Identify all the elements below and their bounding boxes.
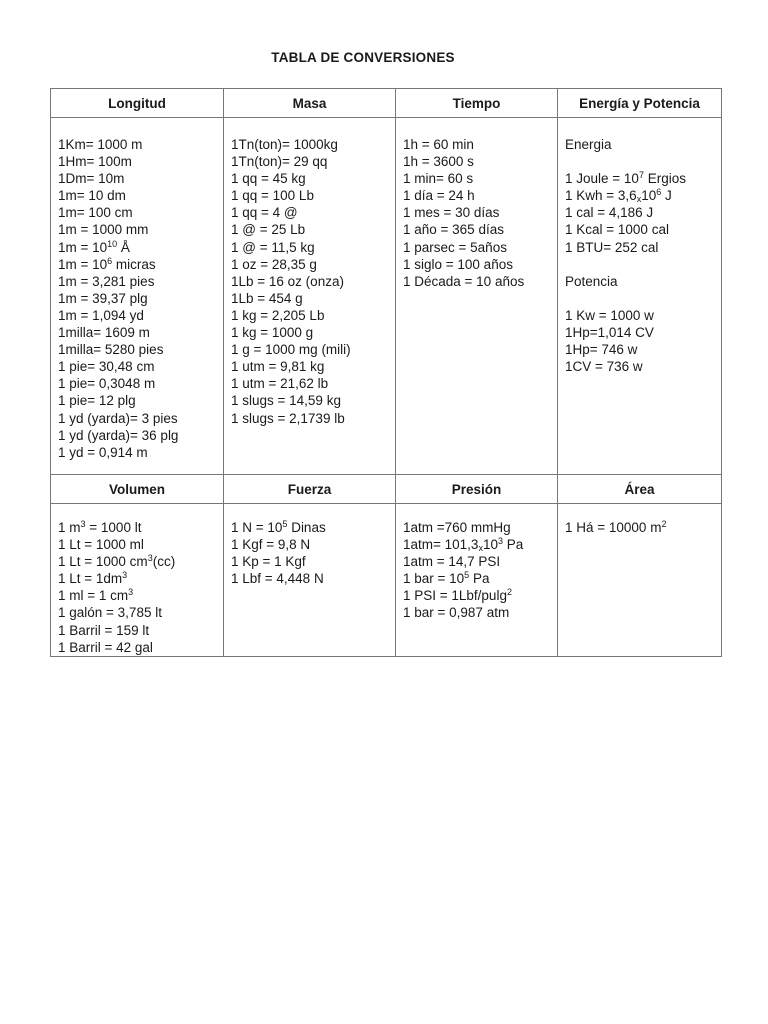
conversion-longitud: $1m = 10^{10}$ Å: [58, 238, 130, 255]
conversion-masa: 1Lb = 454 g: [231, 290, 303, 306]
conversion-volumen: 1 $Lt = 1dm^3$: [58, 570, 128, 587]
header-presion: Presión: [396, 475, 558, 504]
conversion-energia-potencia: Potencia: [565, 273, 618, 289]
conversion-masa: 1Tn(ton)= 1000kg: [231, 137, 338, 152]
conversion-masa: 1 g = 1000 mg (mili): [231, 342, 351, 358]
cell-area: [558, 504, 722, 657]
conversion-longitud: 1m = 3,281 pies: [58, 273, 155, 289]
conversion-longitud: 1Dm= 10m: [58, 171, 125, 187]
conversion-longitud: 1Hm= 100m: [58, 154, 132, 170]
spacer-line: [565, 290, 721, 307]
conversion-energia-potencia: 1 cal = 4,186 J: [565, 205, 654, 221]
conversion-longitud: 1milla= 1609 m: [58, 325, 150, 341]
conversion-presion: 1 PSI = 1Lbf/pulg$^2$: [403, 587, 512, 604]
spacer-line: [565, 153, 721, 170]
header-masa: Masa: [224, 89, 396, 118]
conversion-masa: 1 @ = 25 Lb: [231, 222, 306, 238]
conversion-volumen: 1 Lt = 1000 ml: [58, 537, 144, 553]
conversion-tiempo: 1 año = 365 días: [403, 222, 504, 238]
conversion-volumen: 1 galón = 3,785 lt: [58, 605, 162, 621]
conversion-energia-potencia: 1 Kcal = 1000 cal: [565, 222, 669, 238]
conversion-longitud: 1 pie= 30,48 cm: [58, 359, 155, 375]
conversion-masa: 1 @ = 11,5 kg: [231, 239, 315, 255]
conversion-longitud: 1 pie= 12 plg: [58, 393, 136, 409]
header-volumen: Volumen: [51, 475, 224, 504]
conversion-presion: 1atm = 14,7 PSI: [403, 554, 501, 570]
conversion-volumen: 1 ml = 1 $cm^3$: [58, 587, 134, 604]
conversion-longitud: 1 yd = 0,914 m: [58, 444, 148, 460]
header-tiempo: Tiempo: [396, 89, 558, 118]
conversion-tiempo: 1 mes = 30 días: [403, 205, 500, 221]
header-area: Área: [558, 475, 722, 504]
conversion-fuerza: 1 Lbf = 4,448 N: [231, 571, 324, 587]
conversion-tiempo: 1h = 60 min: [403, 137, 474, 152]
cell-energia-potencia: [558, 118, 722, 475]
conversion-energia-potencia: 1 BTU= 252 cal: [565, 239, 659, 255]
conversion-longitud: 1 pie= 0,3048 m: [58, 376, 156, 392]
conversion-presion: 1 bar = 0,987 atm: [403, 605, 510, 621]
header-row-bottom: [51, 475, 722, 504]
conversion-fuerza: 1 Kp = 1 Kgf: [231, 554, 306, 570]
conversion-longitud: $1m = 10^6$ micras: [58, 255, 156, 272]
conversion-energia-potencia: 1Hp= 746 w: [565, 342, 638, 358]
conversion-area: 1 Há = 10000 $m^2$: [565, 519, 667, 535]
conversion-longitud: 1 yd (yarda)= 3 pies: [58, 410, 178, 426]
conversion-masa: 1Lb = 16 oz (onza): [231, 273, 344, 289]
conversion-longitud: 1m = 1000 mm: [58, 222, 149, 238]
header-energia-potencia: Energía y Potencia: [558, 89, 722, 118]
page-title: TABLA DE CONVERSIONES: [271, 50, 455, 65]
conversion-masa: 1 utm = 21,62 lb: [231, 376, 329, 392]
conversion-tiempo: 1 día = 24 h: [403, 188, 475, 204]
conversion-masa: 1 slugs = 14,59 kg: [231, 393, 341, 409]
cell-longitud: [51, 118, 224, 475]
conversion-masa: 1 slugs = 2,1739 lb: [231, 410, 345, 426]
conversion-masa: 1 utm = 9,81 kg: [231, 359, 325, 375]
body-row-bottom: [51, 504, 722, 657]
conversion-longitud: 1Km= 1000 m: [58, 137, 143, 152]
conversion-presion: 1atm =760 mmHg: [403, 520, 511, 535]
conversion-tiempo: 1 Década = 10 años: [403, 273, 525, 289]
conversion-longitud: 1milla= 5280 pies: [58, 342, 164, 358]
conversion-tiempo: 1 siglo = 100 años: [403, 256, 513, 272]
body-row-top: [51, 118, 722, 475]
conversion-presion: 1 bar = $10^5$ Pa: [403, 570, 490, 587]
conversion-masa: 1 qq = 45 kg: [231, 171, 306, 187]
cell-fuerza: [224, 504, 396, 657]
conversion-masa: 1 qq = 100 Lb: [231, 188, 314, 204]
conversion-energia-potencia: Energia: [565, 137, 612, 152]
spacer-line: [565, 256, 721, 273]
cell-masa: [224, 118, 396, 475]
conversion-energia-potencia: 1CV = 736 w: [565, 359, 643, 375]
cell-presion: [396, 504, 558, 657]
conversion-masa: 1 oz = 28,35 g: [231, 256, 317, 272]
conversion-tiempo: 1h = 3600 s: [403, 154, 474, 170]
conversion-tiempo: 1 min= 60 s: [403, 171, 474, 187]
conversion-presion: $1atm= 101,3_x10^3$ Pa: [403, 536, 524, 554]
conversion-masa: 1 kg = 1000 g: [231, 325, 314, 341]
conversion-volumen: 1 $m^3 = 1000$ lt: [58, 519, 142, 535]
cell-volumen: [51, 504, 224, 657]
conversion-volumen: 1 Lt = 1000 $cm^3(cc)$: [58, 553, 176, 570]
conversion-fuerza: 1 $N = 10^5$ Dinas: [231, 519, 326, 535]
conversion-masa: 1Tn(ton)= 29 qq: [231, 154, 328, 170]
conversion-longitud: 1m= 10 dm: [58, 188, 126, 204]
conversion-tiempo: 1 parsec = 5años: [403, 239, 507, 255]
conversion-volumen: 1 Barril = 159 lt: [58, 622, 150, 638]
conversion-energia-potencia: 1 Kwh = $3,6_x10^6$ J: [565, 187, 672, 205]
cell-tiempo: [396, 118, 558, 475]
conversion-longitud: 1m = 1,094 yd: [58, 307, 144, 323]
conversion-masa: 1 kg = 2,205 Lb: [231, 307, 325, 323]
conversion-volumen: 1 Barril = 42 gal: [58, 639, 153, 655]
conversion-table: [50, 88, 722, 657]
conversion-longitud: 1m= 100 cm: [58, 205, 133, 221]
conversion-longitud: 1 yd (yarda)= 36 plg: [58, 427, 179, 443]
header-longitud: Longitud: [51, 89, 224, 118]
conversion-masa: 1 qq = 4 @: [231, 205, 298, 221]
conversion-energia-potencia: 1 Joule = $10^7$ Ergios: [565, 170, 686, 187]
conversion-energia-potencia: 1Hp=1,014 CV: [565, 325, 654, 341]
header-fuerza: Fuerza: [224, 475, 396, 504]
conversion-energia-potencia: 1 Kw = 1000 w: [565, 307, 654, 323]
conversion-longitud: 1m = 39,37 plg: [58, 290, 148, 306]
header-row-top: [51, 89, 722, 118]
conversion-fuerza: 1 Kgf = 9,8 N: [231, 537, 311, 553]
